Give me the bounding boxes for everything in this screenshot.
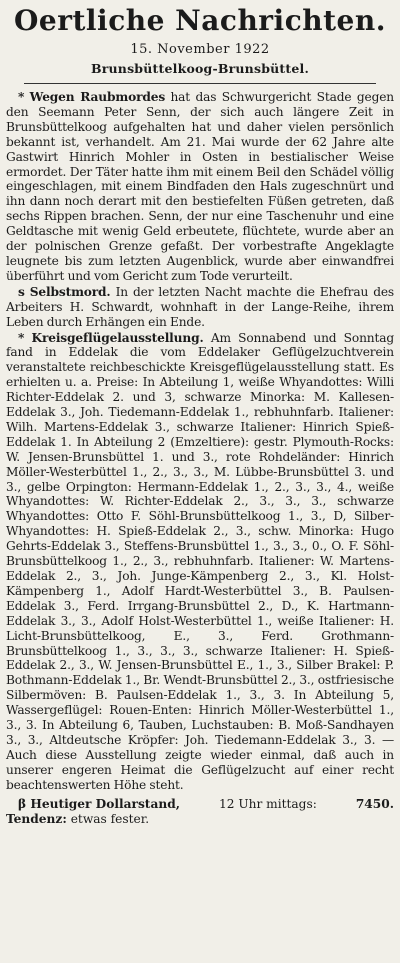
- article-body: hat das Schwurgericht Stade gegen den Seemann Peter Senn, der sich auch längere Zeit in Brunsbüttelkoog aufgehalten hat und daher vielen persönlich bekannt ist, verhandelt. Am 21. Mai wurde der 62 Jahre alte Gastwirt Hinrich Mohler in Osten in bestialischer Weise ermordet. Der Täter hatte ihm mit einem Beil den Schädel völlig eingeschlagen, mit einem Bindfaden den Hals zugeschnürt und ihn dann noch derart mit den bestiefelten Füßen getreten, daß sechs Rippen brachen. Senn, der nur eine Taschenuhr und eine Geldtasche mit wenig Geld erbeutete, flüchtete, wurde aber an der polnischen Grenze gefaßt. Der vorbestrafte Angeklagte leugnete bis zum letzten Augenblick, wurde aber einwandfrei überführt und vom Gericht zum Tode verurteilt.: [6, 90, 394, 283]
- article-body: Am Sonnabend und Sonntag fand in Eddelak die vom Eddelaker Geflügelzuchtverein veranstaltete reichbeschickte Kreisgeflügelausstellung statt. Es erhielten u. a. Preise: In Abteilung 1, weiße Whyandottes: Willi Richter-Eddelak 2. und 3, schwarze Minorka: M. Kallesen-Eddelak 3., Joh. Tiedemann-Eddelak 1., rebhuhnfarb. Italiener: Wilh. Martens-Eddelak 3., schwarze Italiener: Hinrich Spieß-Eddelak 1. In Abteilung 2 (Emzeltiere): gestr. Plymouth-Rocks: W. Jensen-Brunsbüttel 1. und 3., rote Rohdeländer: Hinrich Möller-Westerbüttel 1., 2., 3., 3., M. Lübbe-Brunsbüttel 3. und 3., gelbe Orpington: Hermann-Eddelak 1., 2., 3., 3., 4., weiße Whyandottes: W. Richter-Eddelak 2., 3., 3., 3., schwarze Whyandottes: Otto F. Söhl-Brunsbüttelkoog 1., 3., D, Silber-Whyandottes: H. Spieß-Eddelak 2., 3., schw. Minorka: Hugo Gehrts-Eddelak 3., Steffens-Brunsbüttel 1., 3., 3., 0., O. F. Söhl-Brunsbüttelkoog 1., 2., 3., rebhuhnfarb. Italiener: W. Martens-Eddelak 2., 3., Joh. Junge-Kämpenberg 2., 3., Kl. Holst-Kämpenberg 1., Adolf Hardt-Westerbüttel 3., B. Paulsen-Eddelak 3., Ferd. Irrgang-Brunsbüttel 2., D., K. Hartmann-Eddelak 3., 3., Adolf Holst-Westerbüttel 1., weiße Italiener: H. Licht-Brunsbüttelkoog, E., 3., Ferd. Grothmann-Brunsbüttelkoog 1., 3., 3., 3., schwarze Italiener: H. Spieß-Eddelak 2., 3., W. Jensen-Brunsbüttel E., 1., 3., Silber Brakel: P. Bothmann-Eddelak 1., Br. Wendt-Brunsbüttel 2., 3., ostfriesische Silbermöven: B. Paulsen-Eddelak 1., 3., 3. In Abteilung 5, Wassergeflügel: Rouen-Enten: Hinrich Möller-Westerbüttel 1., 3., 3. In Abteilung 6, Tauben, Luchstauben: B. Moß-Sandhayen 3., 3., Altdeutsche Kröpfer: Joh. Tiedemann-Eddelak 3., 3. — Auch diese Ausstellung zeigte wieder einmal, daß auch in unserer engeren Heimat die Geflügelzucht auf einer recht beachtenswerten Höhe steht.: [6, 330, 394, 792]
- dateline: Brunsbüttelkoog-Brunsbüttel.: [90, 61, 310, 76]
- article-gefluegelausstellung: [6, 331, 394, 793]
- dollar-time: 12 Uhr mittags:: [218, 796, 317, 811]
- article-lead: Selbstmord.: [29, 284, 111, 299]
- tendency-label: Tendenz:: [6, 811, 67, 826]
- article-bullet: s: [18, 284, 25, 299]
- dollar-heading: Heutiger Dollarstand,: [30, 796, 180, 811]
- tendency-line: [6, 812, 394, 827]
- article-lead: Wegen Raubmordes: [29, 90, 166, 104]
- article-lead: Kreisgeflügelausstellung.: [31, 330, 204, 345]
- dollar-rate-line: [6, 797, 394, 812]
- dollar-lead: [6, 797, 180, 812]
- tendency-value: etwas fester.: [70, 811, 150, 826]
- article-selbstmord: [6, 285, 394, 330]
- dollar-bullet: β: [18, 796, 27, 811]
- article-bullet: *: [18, 90, 25, 104]
- dollar-rate: 7450.: [355, 796, 394, 811]
- article-bullet: *: [18, 330, 25, 345]
- divider: [24, 83, 376, 84]
- issue-date: 15. November 1922: [130, 42, 270, 57]
- article-body: In der letzten Nacht machte die Ehefrau des Arbeiters H. Schwardt, wohnhaft in der Lange-Reihe, ihrem Leben durch Erhängen ein Ende.: [6, 284, 395, 329]
- article-raubmord: [6, 90, 394, 284]
- masthead: Oertliche Nachrichten.: [14, 4, 386, 37]
